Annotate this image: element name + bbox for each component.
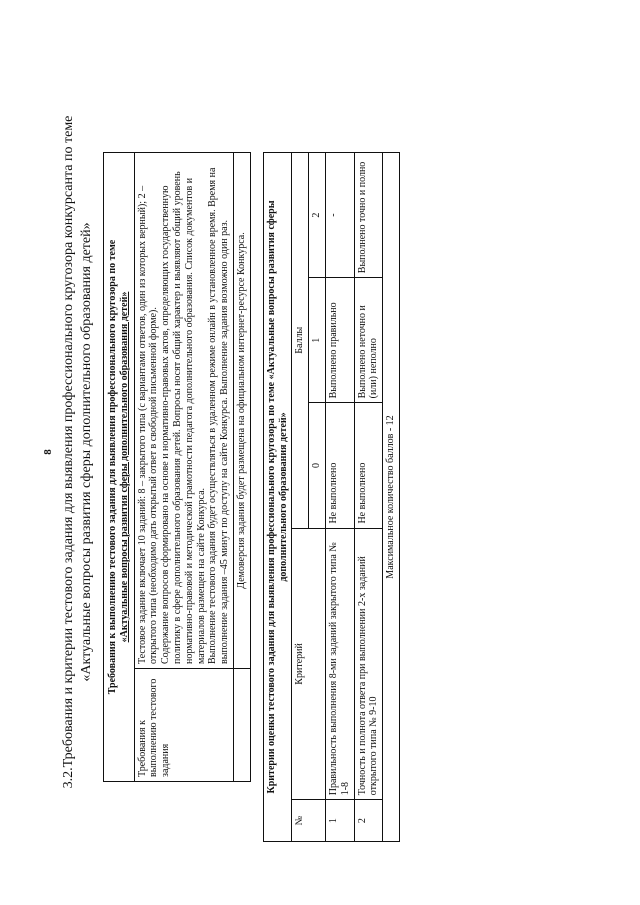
requirements-demo-line: Демоверсия задания будет размещена на официальном интернет-ресурсе Конкурса. <box>233 153 250 669</box>
requirements-content <box>134 153 233 669</box>
requirements-paragraph-2: Содержание вопросов сформировано на основе и нормативно-правовых актов, определяющих государственную политику в сфере дополнительного образования детей. Вопросы носят общий характер и выявляют общий уровень нормативно-правовой и методической грамотности педагога дополнительного образования. Список документов и материалов размещен на сайте Конкурса. <box>160 171 207 664</box>
requirements-table <box>103 152 251 782</box>
criteria-header-scores: Баллы <box>292 153 309 529</box>
requirements-row-label: Требования к выполнению тестового задания <box>134 669 233 782</box>
requirements-demo-row <box>233 153 250 782</box>
criteria-caption-line-1: Критерии оценки тестового задания для выявления профессионального кругозора по теме «Актуальные вопросы развития сферы <box>265 200 277 794</box>
criteria-table-caption <box>263 153 292 842</box>
criteria-row-1-criterion: Правильность выполнения 8-ми заданий закрытого типа № 1-8 <box>325 528 354 800</box>
heading-line-1: 3.2.Требования и критерии тестового задания для выявления профессионального кругозора конкурсанта по теме <box>61 115 76 789</box>
requirements-title-row <box>104 153 135 782</box>
score-level-0: 0 <box>309 403 326 528</box>
criteria-row-1-score-1: Выполнено правильно <box>325 278 354 403</box>
criteria-max-total: Максимальное количество баллов - 12 <box>383 153 400 842</box>
requirements-demo-empty-cell <box>233 669 250 782</box>
criteria-row-2-score-2: Выполнено точно и полно <box>354 153 383 278</box>
criteria-row-2-number: 2 <box>354 800 383 842</box>
rotated-page-content <box>40 52 600 852</box>
requirements-content-row <box>134 153 233 782</box>
criteria-header-criterion: Критерий <box>292 528 326 800</box>
criteria-caption-line-2: дополнительного образования детей» <box>277 412 289 582</box>
criteria-header-row <box>292 153 309 842</box>
requirements-paragraph-3: Выполнение тестового задания будет осуществляться в удаленном режиме онлайн в установленное время. Время на выполнение задания –45 минут по доступу на сайте Конкурса. Выполнение задания возможно один раз. <box>207 167 231 664</box>
criteria-row-1-score-2: - <box>325 153 354 278</box>
requirements-title-line-1: Требования к выполнению тестового задания для выявления профессионального кругозора по теме <box>107 239 118 695</box>
criteria-header-number: № <box>292 800 326 842</box>
page-number: 8 <box>42 449 54 455</box>
criteria-row-2-score-1: Выполнено неточно и (или) неполно <box>354 278 383 403</box>
criteria-row-1-number: 1 <box>325 800 354 842</box>
criteria-row-2 <box>354 153 383 842</box>
score-level-1: 1 <box>309 278 326 403</box>
requirements-table-title <box>104 153 135 782</box>
heading-line-2: «Актуальные вопросы развития сферы дополнительного образования детей» <box>78 222 94 682</box>
criteria-row-1-score-0: Не выполнено <box>325 403 354 528</box>
section-heading <box>60 72 95 832</box>
criteria-total-row <box>383 153 400 842</box>
criteria-row-2-score-0: Не выполнено <box>354 403 383 528</box>
criteria-table <box>263 152 400 842</box>
score-level-2: 2 <box>309 153 326 278</box>
criteria-row-1 <box>325 153 354 842</box>
requirements-title-line-2: «Актуальные вопросы развития сферы дополнительного образования детей» <box>118 291 130 643</box>
criteria-caption-row <box>263 153 292 842</box>
requirements-paragraph-1: Тестовое задание включает 10 заданий: 8 – закрытого типа (с вариантами ответов, один из которых верный); 2 – открытого типа (необходимо дать открытый ответ в свободной письменной форме). <box>136 185 160 664</box>
criteria-row-2-criterion: Точность и полнота ответа при выполнении 2-х заданий открытого типа № 9-10 <box>354 528 383 800</box>
